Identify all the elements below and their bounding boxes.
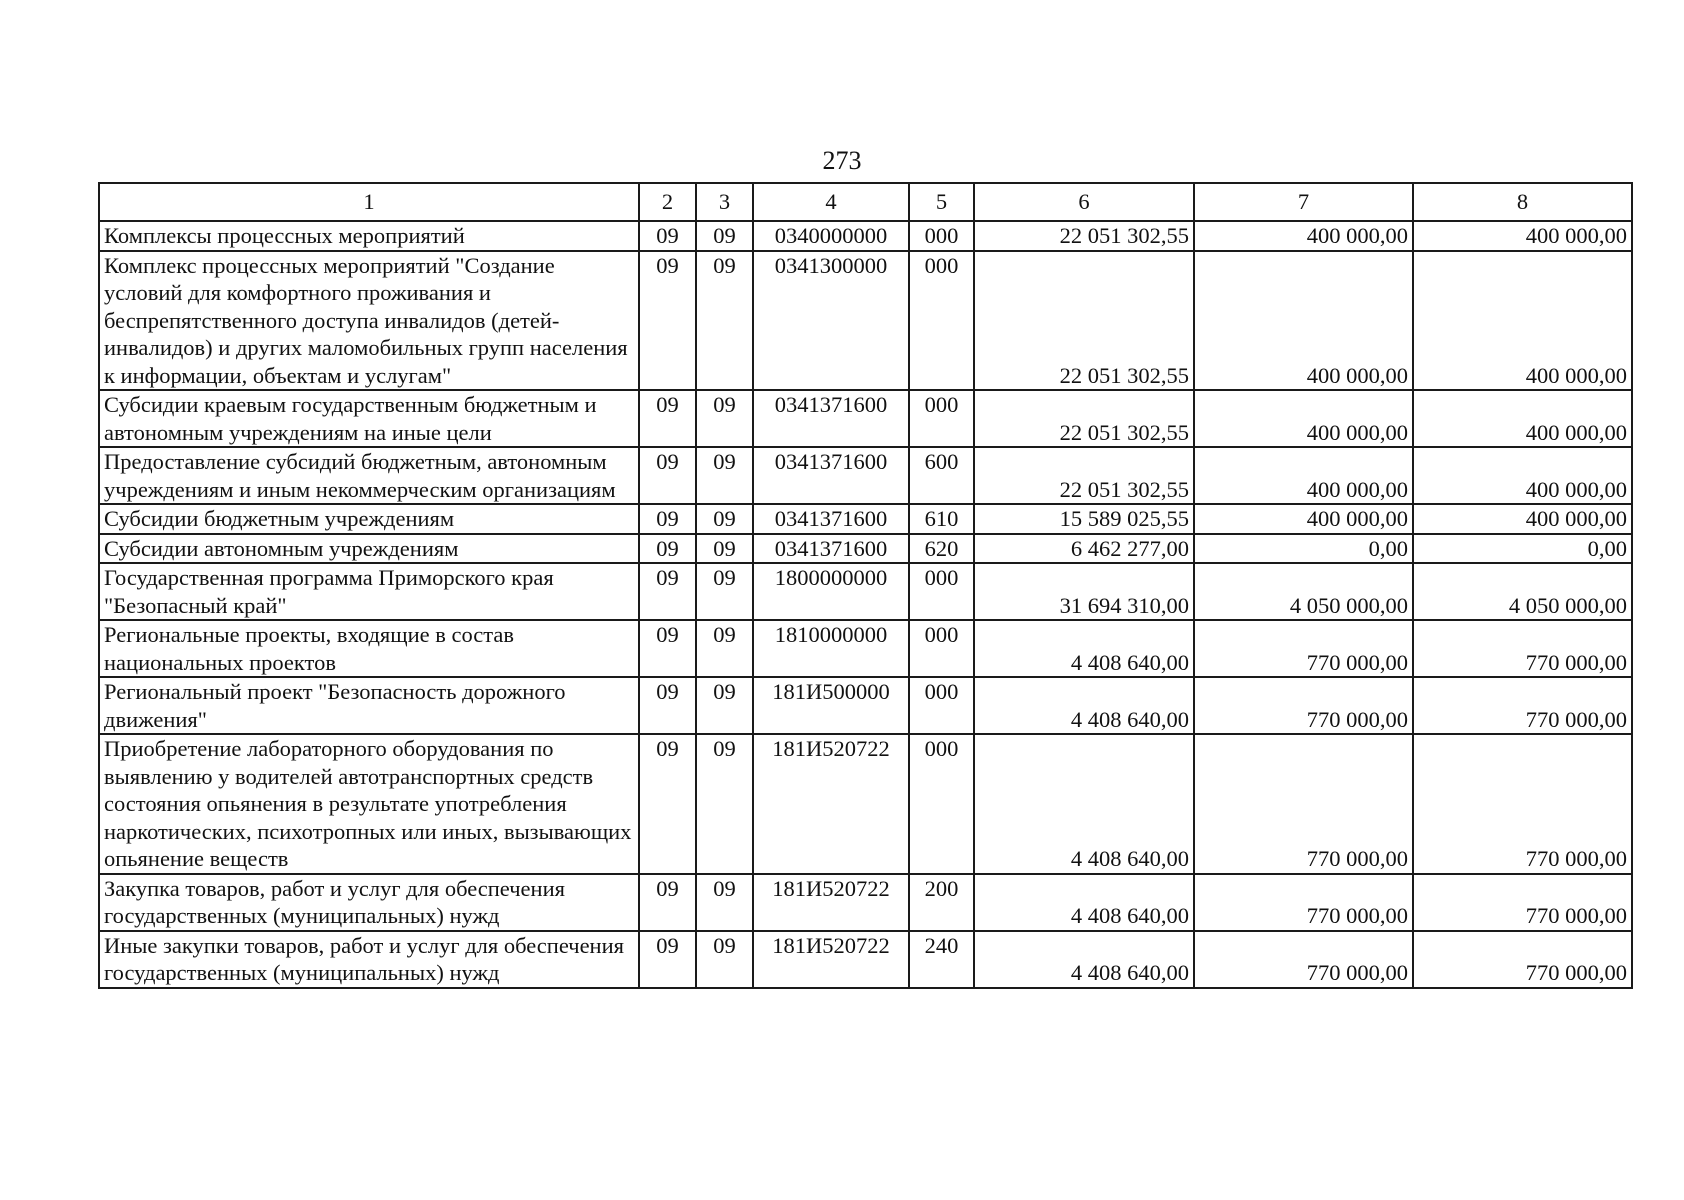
row-expense-type-cell: 000 [909, 221, 974, 251]
row-amount-col6-cell: 4 408 640,00 [974, 874, 1194, 931]
row-section-cell: 09 [639, 734, 696, 874]
column-header-5: 5 [909, 183, 974, 221]
row-amount-col7-cell: 770 000,00 [1194, 734, 1413, 874]
row-name-cell: Региональные проекты, входящие в состав национальных проектов [99, 620, 639, 677]
row-section-cell: 09 [639, 931, 696, 988]
row-subsection-cell: 09 [696, 221, 753, 251]
row-amount-col6-cell: 31 694 310,00 [974, 563, 1194, 620]
row-name-cell: Субсидии автономным учреждениям [99, 534, 639, 564]
row-amount-col6-cell: 15 589 025,55 [974, 504, 1194, 534]
row-section-cell: 09 [639, 447, 696, 504]
row-name-cell: Иные закупки товаров, работ и услуг для обеспечения государственных (муниципальных) нужд [99, 931, 639, 988]
row-amount-col8-cell: 400 000,00 [1413, 221, 1632, 251]
table-row [99, 620, 1632, 677]
row-amount-col8-cell: 400 000,00 [1413, 447, 1632, 504]
row-amount-col8-cell: 770 000,00 [1413, 874, 1632, 931]
row-amount-col7-cell: 400 000,00 [1194, 447, 1413, 504]
row-expense-type-cell: 000 [909, 563, 974, 620]
row-amount-col8-cell: 770 000,00 [1413, 734, 1632, 874]
row-subsection-cell: 09 [696, 251, 753, 391]
column-header-3: 3 [696, 183, 753, 221]
row-amount-col8-cell: 770 000,00 [1413, 677, 1632, 734]
row-target-item-cell: 0341371600 [753, 534, 909, 564]
row-amount-col7-cell: 770 000,00 [1194, 620, 1413, 677]
row-amount-col7-cell: 400 000,00 [1194, 390, 1413, 447]
row-subsection-cell: 09 [696, 390, 753, 447]
table-row [99, 390, 1632, 447]
row-section-cell: 09 [639, 251, 696, 391]
row-target-item-cell: 0340000000 [753, 221, 909, 251]
row-expense-type-cell: 000 [909, 390, 974, 447]
row-target-item-cell: 181И520722 [753, 734, 909, 874]
row-subsection-cell: 09 [696, 534, 753, 564]
row-amount-col7-cell: 400 000,00 [1194, 221, 1413, 251]
row-target-item-cell: 1800000000 [753, 563, 909, 620]
row-expense-type-cell: 000 [909, 620, 974, 677]
table-row [99, 874, 1632, 931]
table-row [99, 677, 1632, 734]
table-row [99, 251, 1632, 391]
row-target-item-cell: 0341371600 [753, 504, 909, 534]
row-subsection-cell: 09 [696, 931, 753, 988]
row-expense-type-cell: 200 [909, 874, 974, 931]
row-expense-type-cell: 600 [909, 447, 974, 504]
row-section-cell: 09 [639, 677, 696, 734]
row-amount-col8-cell: 0,00 [1413, 534, 1632, 564]
row-amount-col8-cell: 400 000,00 [1413, 390, 1632, 447]
column-header-7: 7 [1194, 183, 1413, 221]
row-target-item-cell: 0341300000 [753, 251, 909, 391]
row-name-cell: Региональный проект "Безопасность дорожного движения" [99, 677, 639, 734]
row-name-cell: Приобретение лабораторного оборудования по выявлению у водителей автотранспортных средств состояния опьянения в результате употребления наркотических, психотропных или иных, вызывающих опьянение веществ [99, 734, 639, 874]
column-header-2: 2 [639, 183, 696, 221]
row-section-cell: 09 [639, 563, 696, 620]
row-target-item-cell: 181И520722 [753, 931, 909, 988]
table-row [99, 563, 1632, 620]
row-amount-col6-cell: 4 408 640,00 [974, 734, 1194, 874]
column-header-4: 4 [753, 183, 909, 221]
row-amount-col7-cell: 770 000,00 [1194, 677, 1413, 734]
row-amount-col7-cell: 0,00 [1194, 534, 1413, 564]
row-amount-col7-cell: 400 000,00 [1194, 504, 1413, 534]
row-amount-col7-cell: 770 000,00 [1194, 931, 1413, 988]
row-name-cell: Субсидии бюджетным учреждениям [99, 504, 639, 534]
row-section-cell: 09 [639, 504, 696, 534]
row-expense-type-cell: 610 [909, 504, 974, 534]
row-amount-col6-cell: 22 051 302,55 [974, 221, 1194, 251]
table-row [99, 734, 1632, 874]
row-expense-type-cell: 000 [909, 734, 974, 874]
row-subsection-cell: 09 [696, 620, 753, 677]
row-subsection-cell: 09 [696, 677, 753, 734]
row-expense-type-cell: 000 [909, 251, 974, 391]
row-amount-col6-cell: 22 051 302,55 [974, 251, 1194, 391]
row-subsection-cell: 09 [696, 874, 753, 931]
row-amount-col8-cell: 770 000,00 [1413, 620, 1632, 677]
row-amount-col8-cell: 770 000,00 [1413, 931, 1632, 988]
row-amount-col7-cell: 4 050 000,00 [1194, 563, 1413, 620]
row-target-item-cell: 0341371600 [753, 390, 909, 447]
row-name-cell: Предоставление субсидий бюджетным, автономным учреждениям и иным некоммерческим организациям [99, 447, 639, 504]
column-header-8: 8 [1413, 183, 1632, 221]
row-name-cell: Комплексы процессных мероприятий [99, 221, 639, 251]
row-amount-col8-cell: 400 000,00 [1413, 504, 1632, 534]
row-expense-type-cell: 000 [909, 677, 974, 734]
row-name-cell: Закупка товаров, работ и услуг для обеспечения государственных (муниципальных) нужд [99, 874, 639, 931]
row-amount-col6-cell: 4 408 640,00 [974, 620, 1194, 677]
row-amount-col6-cell: 4 408 640,00 [974, 677, 1194, 734]
row-amount-col6-cell: 4 408 640,00 [974, 931, 1194, 988]
row-expense-type-cell: 620 [909, 534, 974, 564]
row-amount-col7-cell: 770 000,00 [1194, 874, 1413, 931]
row-name-cell: Государственная программа Приморского края "Безопасный край" [99, 563, 639, 620]
row-name-cell: Субсидии краевым государственным бюджетным и автономным учреждениям на иные цели [99, 390, 639, 447]
table-row [99, 534, 1632, 564]
row-section-cell: 09 [639, 620, 696, 677]
row-section-cell: 09 [639, 390, 696, 447]
row-amount-col7-cell: 400 000,00 [1194, 251, 1413, 391]
row-target-item-cell: 0341371600 [753, 447, 909, 504]
row-amount-col6-cell: 6 462 277,00 [974, 534, 1194, 564]
row-name-cell: Комплекс процессных мероприятий "Создание условий для комфортного проживания и беспрепятственного доступа инвалидов (детей-инвалидов) и других маломобильных групп населения к информации, объектам и услугам" [99, 251, 639, 391]
row-amount-col6-cell: 22 051 302,55 [974, 390, 1194, 447]
table-row [99, 504, 1632, 534]
row-amount-col8-cell: 400 000,00 [1413, 251, 1632, 391]
table-row [99, 931, 1632, 988]
row-subsection-cell: 09 [696, 563, 753, 620]
row-section-cell: 09 [639, 221, 696, 251]
row-expense-type-cell: 240 [909, 931, 974, 988]
row-target-item-cell: 181И500000 [753, 677, 909, 734]
row-amount-col8-cell: 4 050 000,00 [1413, 563, 1632, 620]
table-row [99, 221, 1632, 251]
row-amount-col6-cell: 22 051 302,55 [974, 447, 1194, 504]
row-subsection-cell: 09 [696, 734, 753, 874]
header-row [99, 183, 1632, 221]
table-row [99, 447, 1632, 504]
row-target-item-cell: 1810000000 [753, 620, 909, 677]
column-header-6: 6 [974, 183, 1194, 221]
row-section-cell: 09 [639, 534, 696, 564]
row-subsection-cell: 09 [696, 504, 753, 534]
table-body [99, 221, 1632, 988]
column-header-1: 1 [99, 183, 639, 221]
row-subsection-cell: 09 [696, 447, 753, 504]
budget-table [98, 182, 1633, 989]
row-target-item-cell: 181И520722 [753, 874, 909, 931]
row-section-cell: 09 [639, 874, 696, 931]
page-number: 273 [822, 146, 862, 175]
